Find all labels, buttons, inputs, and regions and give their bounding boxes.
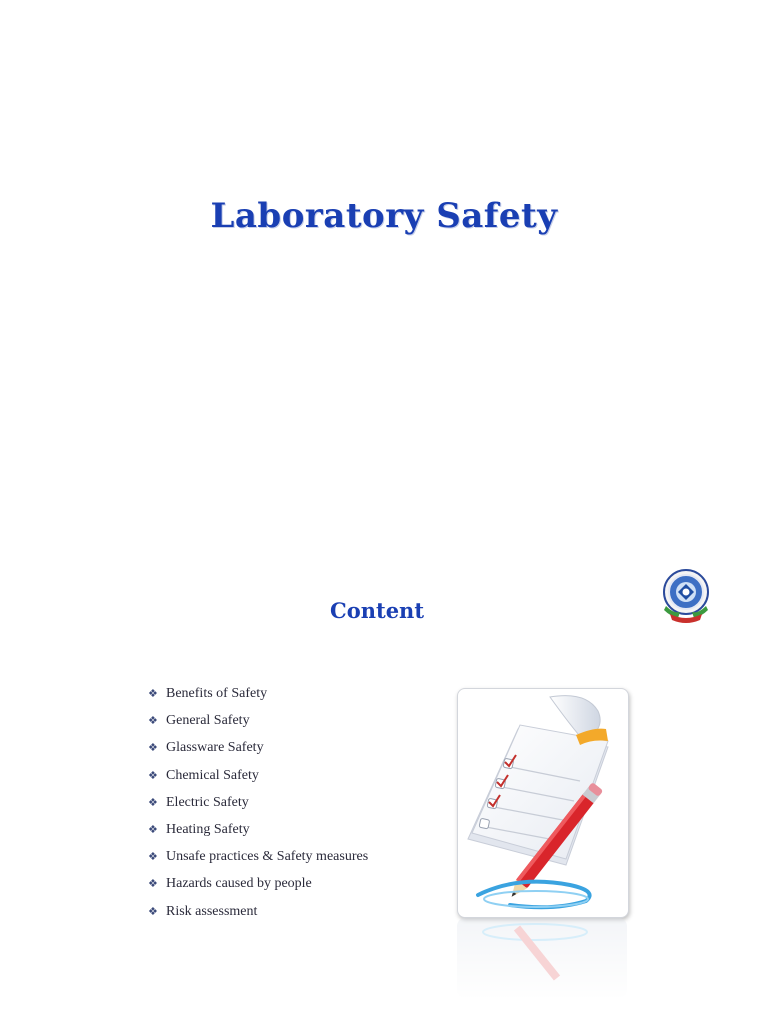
list-item [148,711,368,738]
list-item-label: Chemical Safety [166,767,259,783]
illustration-card [457,688,629,918]
diamond-bullet-icon: ❖ [148,878,158,891]
diamond-bullet-icon: ❖ [148,796,158,809]
checklist-pencil-icon [458,689,628,917]
list-item [148,874,368,901]
content-heading: Content [330,598,425,623]
list-item-label: Benefits of Safety [166,686,268,701]
list-item [148,902,368,929]
content-list [148,684,368,929]
diamond-bullet-icon: ❖ [148,688,158,700]
list-item-label: Risk assessment [166,903,258,919]
list-item [148,684,368,711]
list-item-label: Glassware Safety [166,740,264,756]
diamond-bullet-icon: ❖ [148,742,158,755]
list-item [148,847,368,874]
list-item [148,793,368,820]
diamond-bullet-icon: ❖ [148,715,158,728]
list-item-label: General Safety [166,713,250,729]
list-item-label: Heating Safety [166,821,250,837]
diamond-bullet-icon: ❖ [148,851,158,864]
list-item [148,820,368,847]
diamond-bullet-icon: ❖ [148,905,158,918]
list-item-label: Electric Safety [166,794,249,810]
institution-seal-icon [660,568,712,624]
diamond-bullet-icon: ❖ [148,769,158,782]
list-item-label: Unsafe practices & Safety measures [166,849,369,865]
diamond-bullet-icon: ❖ [148,823,158,836]
page-title: Laboratory Safety [210,196,558,236]
list-item [148,738,368,765]
list-item-label: Hazards caused by people [166,876,312,892]
list-item [148,766,368,793]
illustration-reflection [457,918,627,998]
